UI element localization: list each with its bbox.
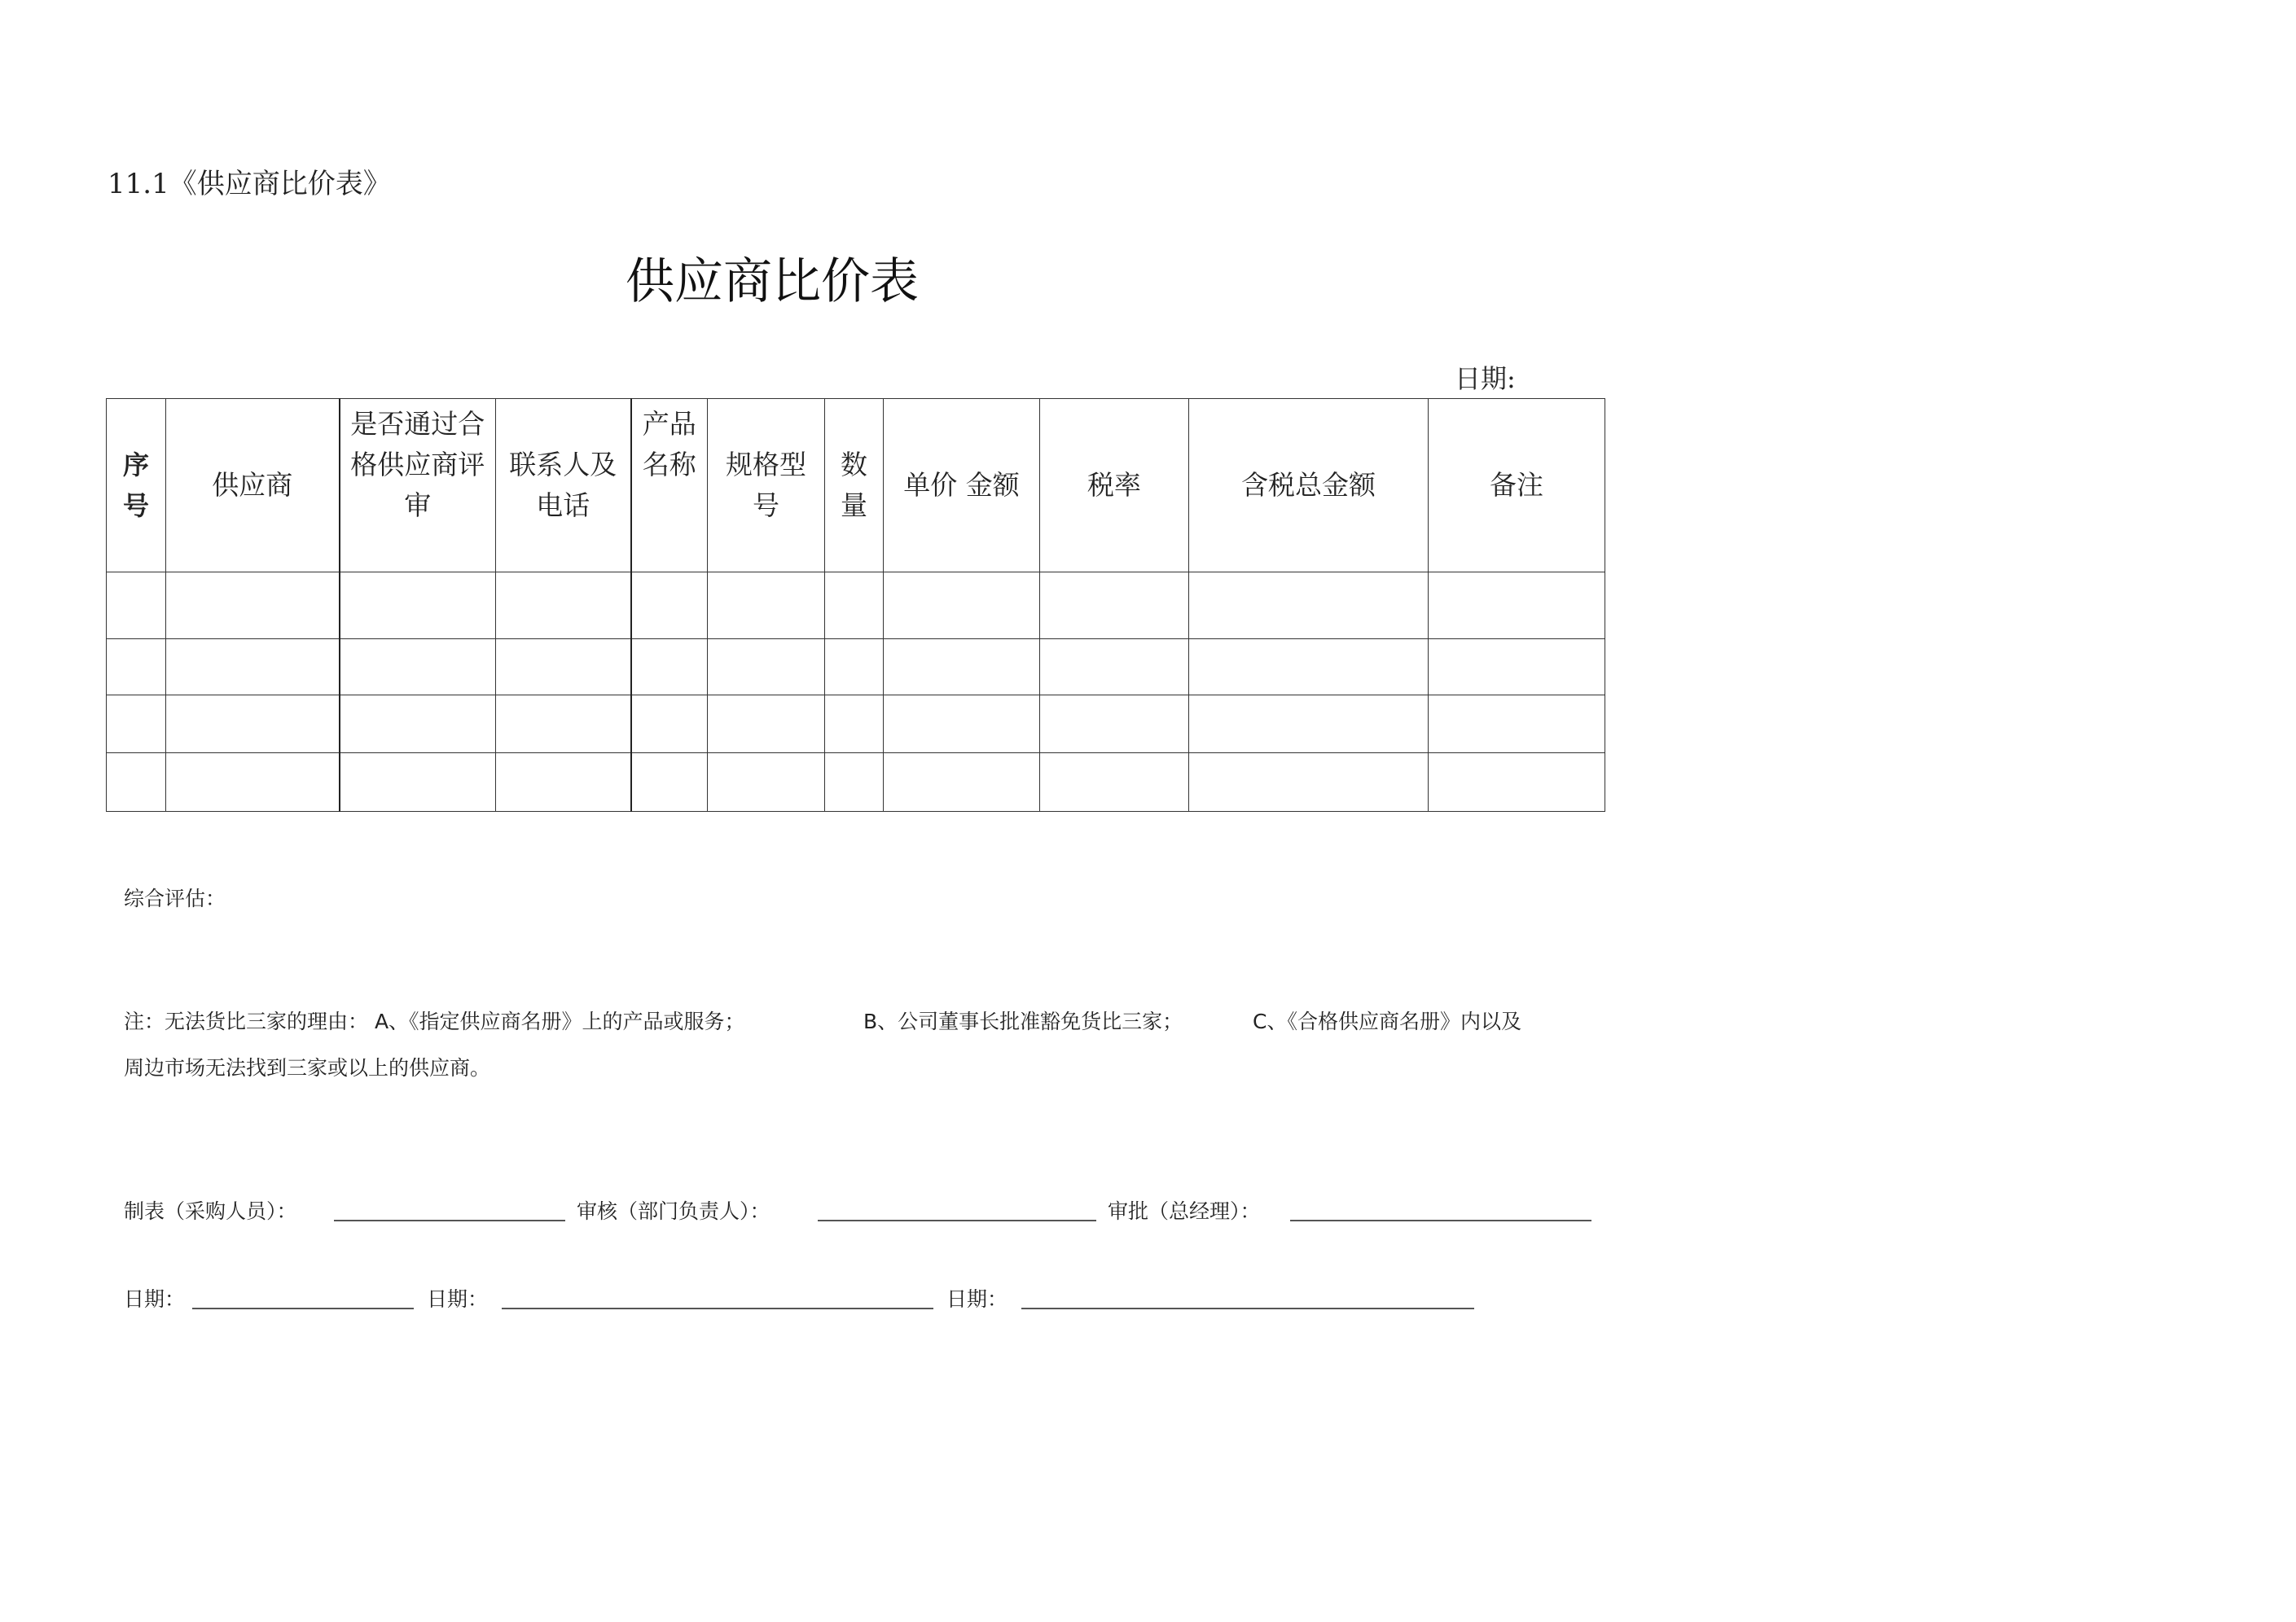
table-cell[interactable] bbox=[496, 639, 631, 695]
table-cell[interactable] bbox=[1040, 639, 1189, 695]
approved-by-label: 审批（总经理）： bbox=[1108, 1199, 1261, 1223]
table-cell[interactable] bbox=[884, 695, 1040, 753]
table-cell[interactable] bbox=[825, 695, 884, 753]
table-row bbox=[107, 639, 1605, 695]
note-reason-c: C、《合格供应商名册》内以及 bbox=[1253, 1010, 1521, 1033]
prepared-by-line[interactable] bbox=[334, 1220, 565, 1221]
header-remark: 备注 bbox=[1429, 399, 1605, 572]
table-cell[interactable] bbox=[1189, 753, 1429, 812]
header-qty: 数量 bbox=[825, 399, 884, 572]
table-cell[interactable] bbox=[825, 639, 884, 695]
header-qualified: 是否通过合格供应商评审 bbox=[340, 399, 496, 572]
table-cell[interactable] bbox=[825, 572, 884, 639]
table-cell[interactable] bbox=[884, 753, 1040, 812]
table-cell[interactable] bbox=[1429, 695, 1605, 753]
header-tax-rate: 税率 bbox=[1040, 399, 1189, 572]
table-row bbox=[107, 695, 1605, 753]
table-cell[interactable] bbox=[825, 753, 884, 812]
table-cell[interactable] bbox=[107, 753, 166, 812]
reviewed-by-line[interactable] bbox=[818, 1220, 1096, 1221]
date1-line[interactable] bbox=[192, 1308, 414, 1309]
table-cell[interactable] bbox=[107, 639, 166, 695]
reviewed-by-label: 审核（部门负责人）： bbox=[577, 1199, 770, 1223]
table-cell[interactable] bbox=[1189, 695, 1429, 753]
table-cell[interactable] bbox=[708, 572, 825, 639]
table-cell[interactable] bbox=[631, 572, 708, 639]
table-cell[interactable] bbox=[1189, 572, 1429, 639]
table-cell[interactable] bbox=[496, 572, 631, 639]
approved-by-line[interactable] bbox=[1290, 1220, 1591, 1221]
note-line-2: 周边市场无法找到三家或以上的供应商。 bbox=[124, 1056, 491, 1080]
date-row bbox=[124, 1283, 1606, 1316]
header-contact: 联系人及电话 bbox=[496, 399, 631, 572]
date2-label: 日期： bbox=[427, 1287, 489, 1311]
signature-row bbox=[124, 1195, 1606, 1228]
header-supplier: 供应商 bbox=[166, 399, 340, 572]
table-cell[interactable] bbox=[166, 639, 340, 695]
table-cell[interactable] bbox=[631, 753, 708, 812]
table-cell[interactable] bbox=[166, 572, 340, 639]
header-total: 含税总金额 bbox=[1189, 399, 1429, 572]
table-cell[interactable] bbox=[340, 639, 496, 695]
table-cell[interactable] bbox=[1429, 639, 1605, 695]
prepared-by-label: 制表（采购人员）： bbox=[124, 1199, 297, 1223]
table-cell[interactable] bbox=[1040, 753, 1189, 812]
table-cell[interactable] bbox=[1429, 572, 1605, 639]
note-reason-a: 注：无法货比三家的理由： A、《指定供应商名册》上的产品或服务； bbox=[124, 1010, 745, 1033]
table-cell[interactable] bbox=[708, 639, 825, 695]
table-cell[interactable] bbox=[166, 753, 340, 812]
page-title: 供应商比价表 bbox=[626, 253, 919, 310]
table-cell[interactable] bbox=[107, 572, 166, 639]
table-cell[interactable] bbox=[496, 753, 631, 812]
table-cell[interactable] bbox=[340, 753, 496, 812]
table-header-row bbox=[107, 399, 1605, 572]
table-cell[interactable] bbox=[496, 695, 631, 753]
date-label: 日期: bbox=[1455, 363, 1516, 394]
date3-label: 日期： bbox=[946, 1287, 1008, 1311]
date1-label: 日期： bbox=[124, 1287, 186, 1311]
table-cell[interactable] bbox=[708, 695, 825, 753]
header-product: 产品名称 bbox=[631, 399, 708, 572]
comparison-table bbox=[106, 398, 1605, 812]
table-cell[interactable] bbox=[631, 695, 708, 753]
table-cell[interactable] bbox=[884, 639, 1040, 695]
header-seq: 序号 bbox=[107, 399, 166, 572]
table-cell[interactable] bbox=[166, 695, 340, 753]
table-cell[interactable] bbox=[1189, 639, 1429, 695]
table-cell[interactable] bbox=[884, 572, 1040, 639]
table-cell[interactable] bbox=[1040, 695, 1189, 753]
table-cell[interactable] bbox=[340, 695, 496, 753]
header-price: 单价 金额 bbox=[884, 399, 1040, 572]
table-row bbox=[107, 753, 1605, 812]
table-cell[interactable] bbox=[708, 753, 825, 812]
note-reason-b: B、公司董事长批准豁免货比三家； bbox=[863, 1010, 1183, 1033]
assessment-label: 综合评估： bbox=[124, 887, 226, 910]
table-row bbox=[107, 572, 1605, 639]
table-cell[interactable] bbox=[340, 572, 496, 639]
section-heading: 11.1《供应商比价表》 bbox=[108, 168, 391, 200]
table-cell[interactable] bbox=[107, 695, 166, 753]
table-cell[interactable] bbox=[631, 639, 708, 695]
table-cell[interactable] bbox=[1429, 753, 1605, 812]
date2-line[interactable] bbox=[502, 1308, 933, 1309]
table-cell[interactable] bbox=[1040, 572, 1189, 639]
date3-line[interactable] bbox=[1021, 1308, 1474, 1309]
header-spec: 规格型号 bbox=[708, 399, 825, 572]
note-line-1 bbox=[124, 1006, 1590, 1033]
